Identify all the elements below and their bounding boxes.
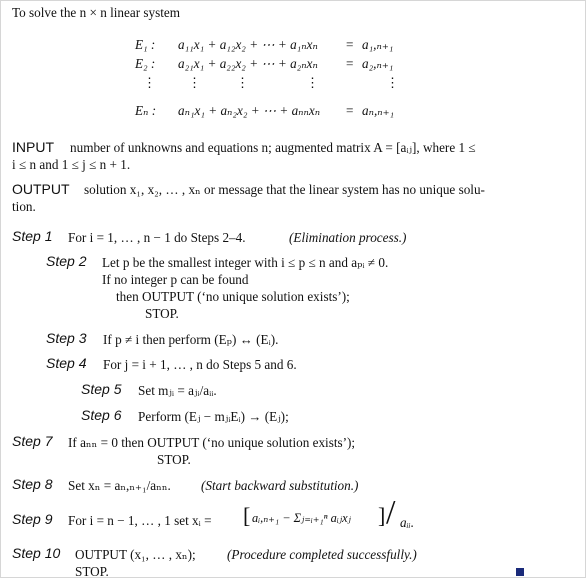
end-of-algorithm-marker: [516, 568, 524, 576]
step4-label: Step 4: [46, 355, 87, 371]
step2-text: Let p be the smallest integer with i ≤ p ≤ n and aₚᵢ ≠ 0.: [102, 255, 389, 270]
vdots-col2: ⋮: [236, 75, 250, 90]
intro-text: To solve the n × n linear system: [12, 5, 181, 20]
step1-text: For i = 1, … , n − 1 do Steps 2–4.: [68, 230, 246, 245]
eqn-label: Eₙ :: [135, 103, 157, 118]
eqn-equals: =: [346, 103, 354, 118]
eq1-label: E₁ :: [135, 37, 156, 52]
step7-label: Step 7: [12, 433, 53, 449]
step9-text: For i = n − 1, … , 1 set xᵢ =: [68, 513, 212, 528]
step10-text: OUTPUT (x₁, … , xₙ);: [75, 547, 196, 562]
step10-label: Step 10: [12, 545, 61, 561]
input-line2: i ≤ n and 1 ≤ j ≤ n + 1.: [12, 157, 131, 172]
eq2-equals: =: [346, 56, 354, 71]
step5-text: Set mⱼᵢ = aⱼᵢ/aᵢᵢ.: [138, 383, 217, 398]
vdots-col3: ⋮: [306, 75, 320, 90]
step10-line2: STOP.: [75, 564, 109, 579]
vdots-col1: ⋮: [188, 75, 202, 90]
eq1-equals: =: [346, 37, 354, 52]
eq1-rhs: a₁,ₙ₊₁: [362, 37, 394, 52]
step9-left-bracket: [: [243, 503, 251, 528]
step9-division-slash: /: [386, 494, 396, 531]
step9-tail: aᵢᵢ.: [400, 515, 415, 530]
step3-label: Step 3: [46, 330, 87, 346]
step2-line2: If no integer p can be found: [102, 272, 249, 287]
step2-label: Step 2: [46, 253, 87, 269]
step9-bracket-content: aᵢ,ₙ₊₁ − Σⱼ₌ᵢ₊₁ⁿ aᵢⱼxⱼ: [252, 511, 351, 525]
step8-note: (Start backward substitution.): [201, 478, 359, 493]
eq2-rhs: a₂,ₙ₊₁: [362, 56, 394, 71]
step8-label: Step 8: [12, 476, 53, 492]
step1-label: Step 1: [12, 228, 53, 244]
step7-line2: STOP.: [157, 452, 191, 467]
step3-text: If p ≠ i then perform (Eₚ) ↔ (Eᵢ).: [103, 332, 279, 347]
step10-note: (Procedure completed successfully.): [227, 547, 417, 562]
step9-label: Step 9: [12, 511, 53, 527]
eqn-rhs: aₙ,ₙ₊₁: [362, 103, 395, 118]
input-line1: number of unknowns and equations n; augmented matrix A = [aᵢⱼ], where 1 ≤: [70, 140, 476, 155]
eqn-lhs: aₙ₁x₁ + aₙ₂x₂ + ⋯ + aₙₙxₙ: [178, 103, 321, 118]
step2-line3: then OUTPUT (‘no unique solution exists’);: [116, 289, 350, 304]
step1-note: (Elimination process.): [289, 230, 407, 245]
eq2-lhs: a₂₁x₁ + a₂₂x₂ + ⋯ + a₂ₙxₙ: [178, 56, 318, 71]
step9-right-bracket: ]: [378, 503, 386, 528]
step8-text: Set xₙ = aₙ,ₙ₊₁/aₙₙ.: [68, 478, 171, 493]
vdots-label: ⋮: [143, 75, 157, 90]
step6-label: Step 6: [81, 407, 122, 423]
step7-text: If aₙₙ = 0 then OUTPUT (‘no unique solution exists’);: [68, 435, 356, 450]
eq1-lhs: a₁₁x₁ + a₁₂x₂ + ⋯ + a₁ₙxₙ: [178, 37, 318, 52]
vdots-col4: ⋮: [386, 75, 400, 90]
step4-text: For j = i + 1, … , n do Steps 5 and 6.: [103, 357, 297, 372]
eq2-label: E₂ :: [135, 56, 156, 71]
step2-line4: STOP.: [145, 306, 179, 321]
output-keyword: OUTPUT: [12, 181, 70, 197]
step6-text: Perform (Eⱼ − mⱼᵢEᵢ) → (Eⱼ);: [138, 409, 289, 424]
input-keyword: INPUT: [12, 139, 54, 155]
output-line1: solution x₁, x₂, … , xₙ or message that the linear system has no unique solu-: [84, 182, 485, 197]
step5-label: Step 5: [81, 381, 122, 397]
output-line2: tion.: [12, 199, 36, 214]
